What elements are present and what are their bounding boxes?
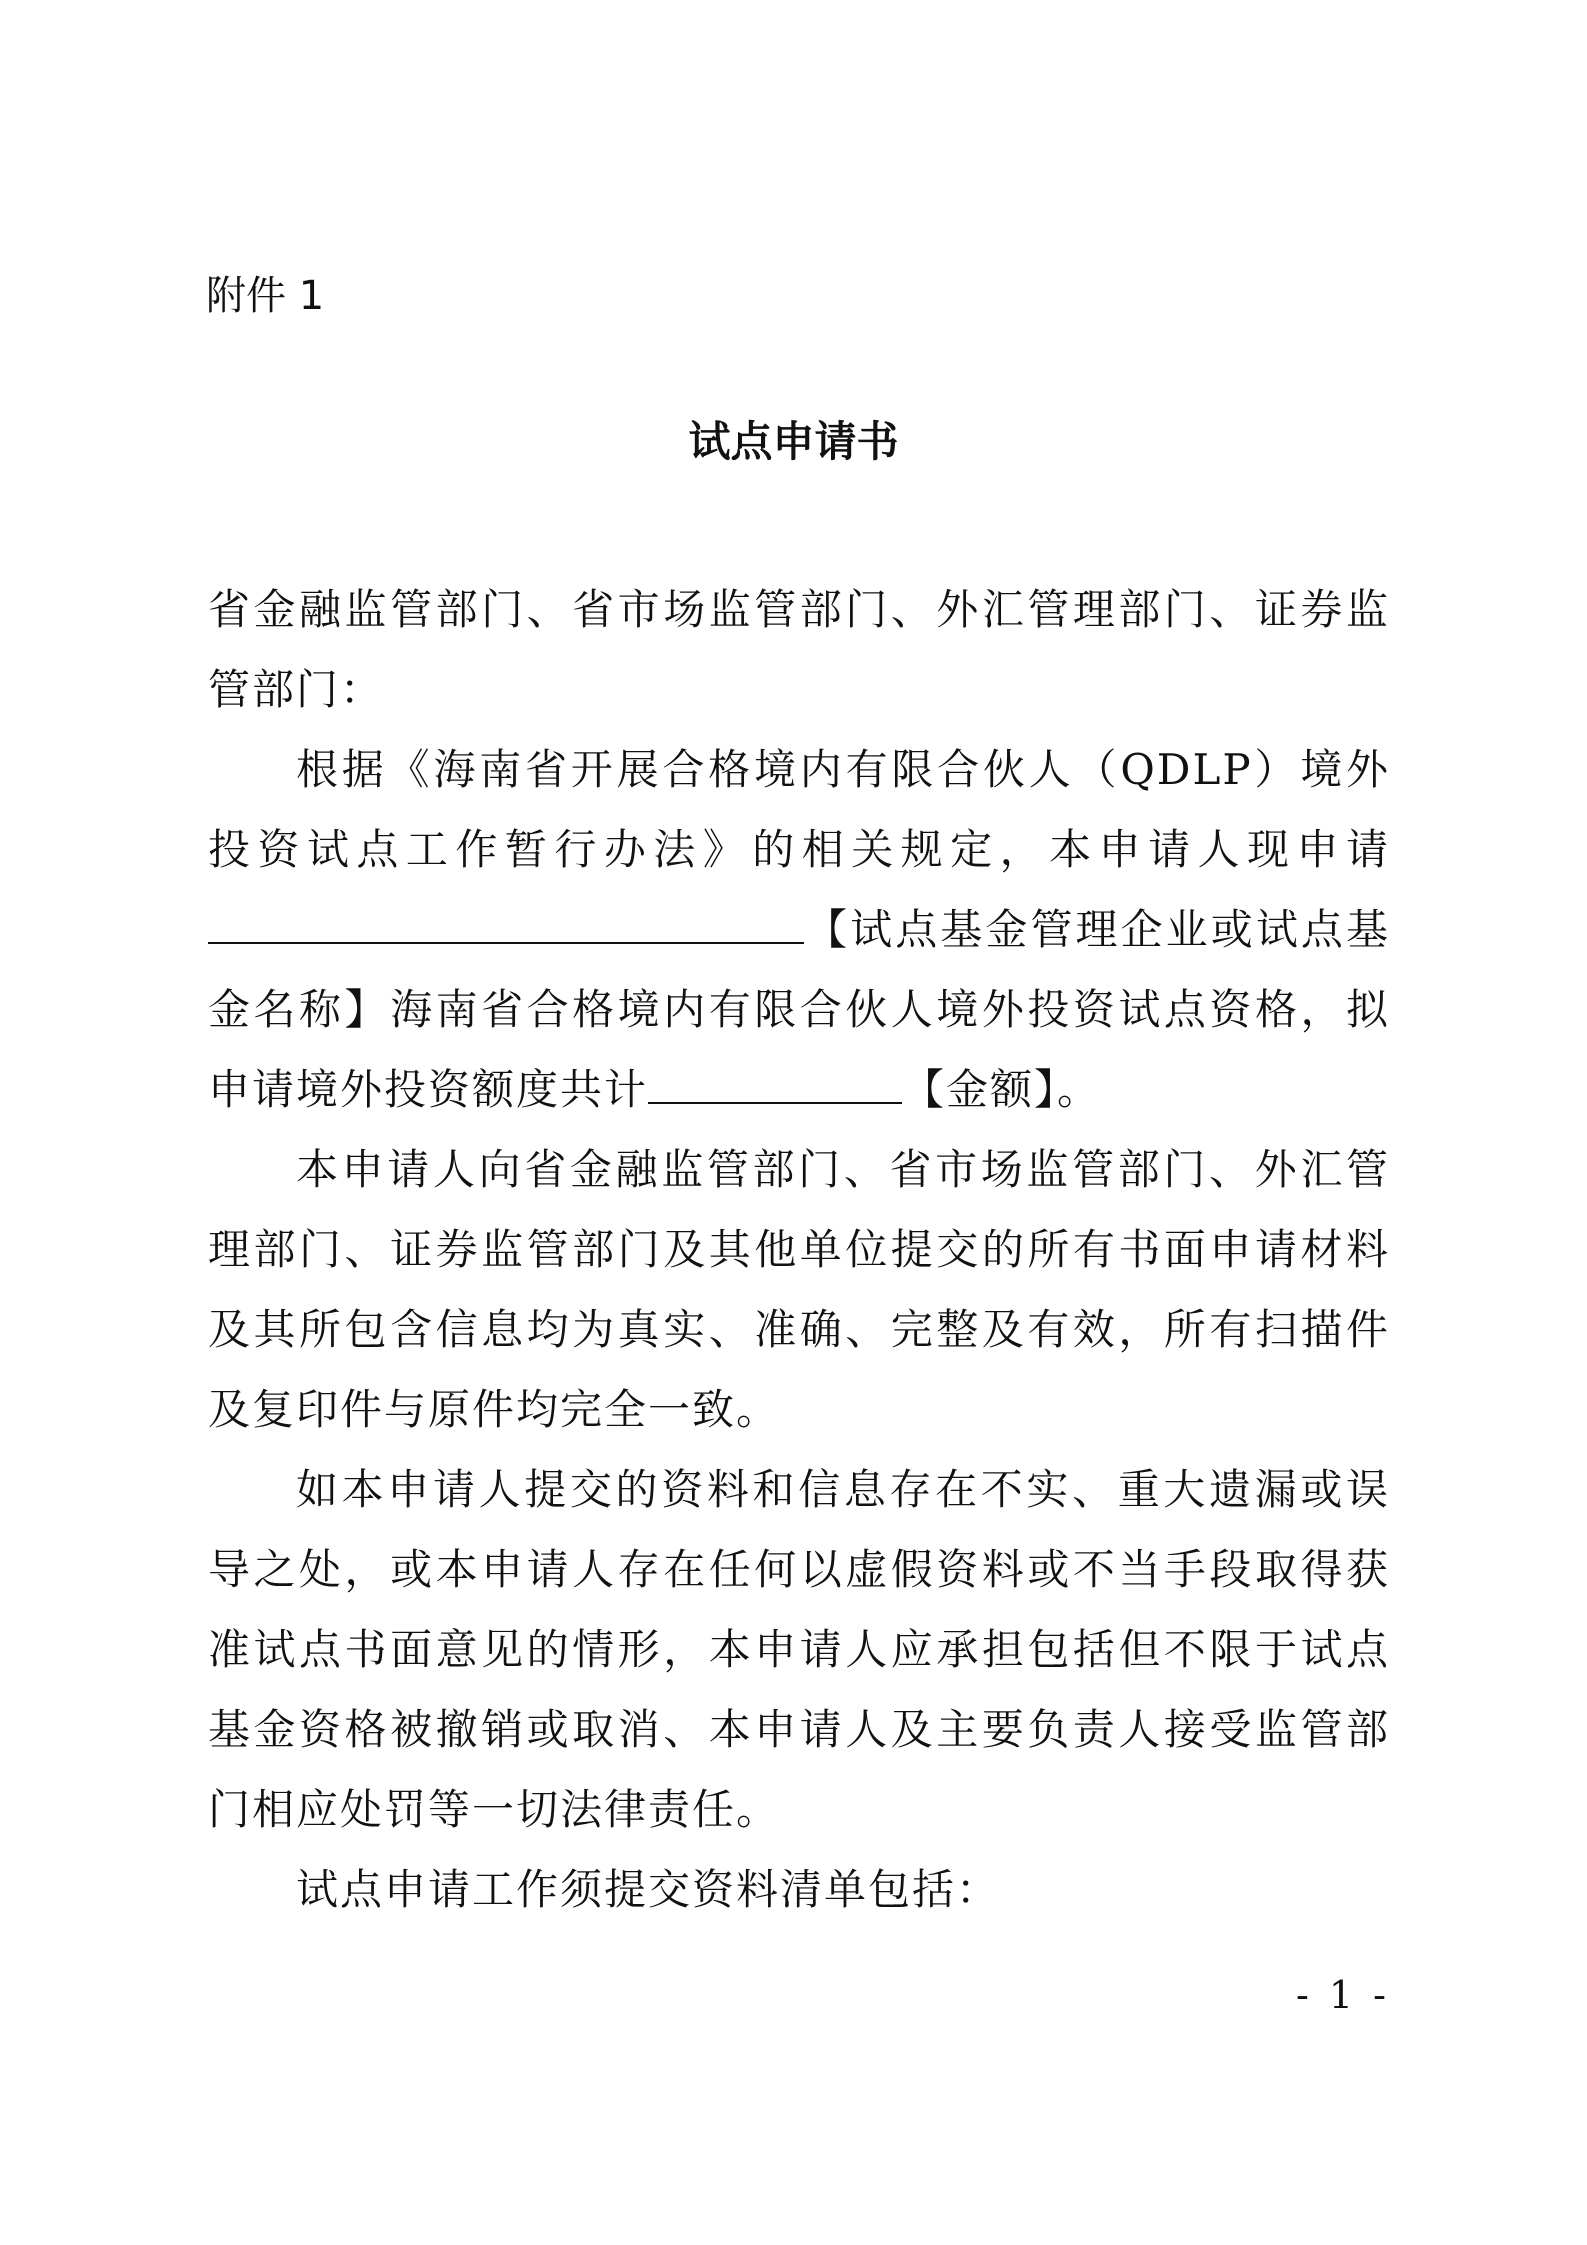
page-number: - 1 - <box>1295 1973 1390 2017</box>
fund-name-blank-line-2 <box>486 898 804 944</box>
fund-name-blank-line-1 <box>208 898 486 944</box>
document-body <box>208 570 1390 1930</box>
application-text-part3: 【金额】。 <box>902 1065 1102 1114</box>
application-paragraph <box>208 730 1390 1130</box>
liability-paragraph: 如本申请人提交的资料和信息存在不实、重大遗漏或误导之处，或本申请人存在任何以虚假资料或不当手段取得获准试点书面意见的情形，本申请人应承担包括但不限于试点基金资格被撤销或取消、本申请人及主要负责人接受监管部门相应处罚等一切法律责任。 <box>208 1465 1390 1834</box>
materials-list-paragraph: 试点申请工作须提交资料清单包括： <box>296 1865 1001 1914</box>
declaration-paragraph: 本申请人向省金融监管部门、省市场监管部门、外汇管理部门、证券监管部门及其他单位提交的所有书面申请材料及其所包含信息均为真实、准确、完整及有效，所有扫描件及复印件与原件均完全一致。 <box>208 1145 1390 1434</box>
amount-blank-line <box>648 1058 902 1104</box>
application-text-part1: 根据《海南省开展合格境内有限合伙人（QDLP）境外投资试点工作暂行办法》的相关规定，本申请人现申请 <box>208 745 1390 874</box>
application-text-part2: 【试点基金管理企业或试点基金名称】海南省合格境内有限合伙人境外投资试点资格，拟申请境外投资额度共计 <box>208 905 1390 1114</box>
document-title: 试点申请书 <box>688 417 899 466</box>
attachment-label: 附件 1 <box>206 273 325 319</box>
addressee-paragraph: 省金融监管部门、省市场监管部门、外汇管理部门、证券监管部门： <box>208 585 1390 714</box>
